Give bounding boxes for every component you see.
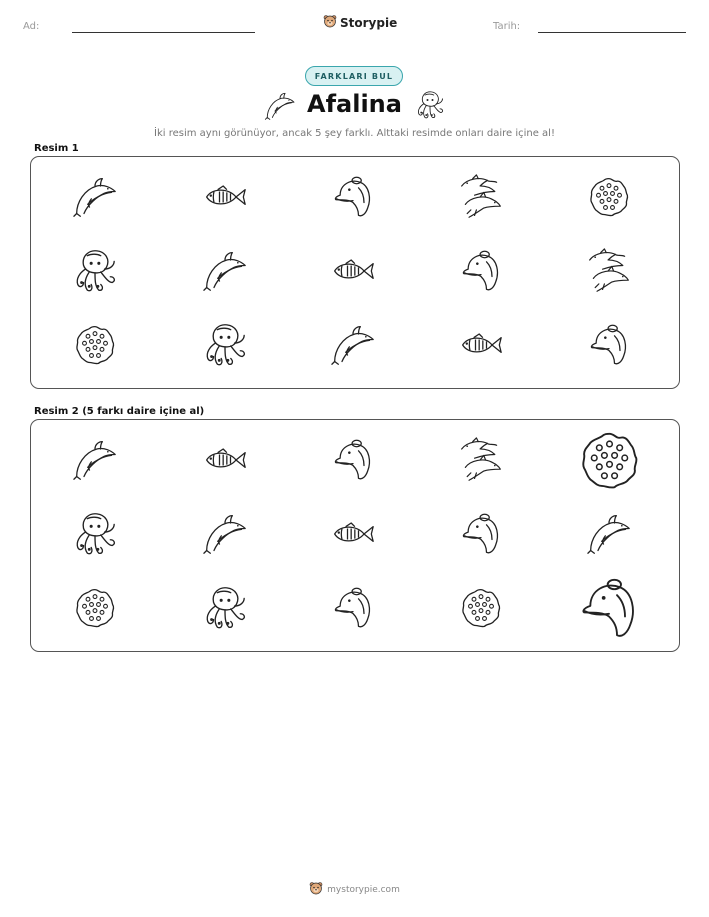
instructions: İki resim aynı görünüyor, ancak 5 şey farklı. Alttaki resimde onları daire içine al! [154,128,555,139]
picture1-cell [305,310,401,380]
picture1-panel [30,156,680,389]
coral-icon [579,430,640,491]
picture2-panel[interactable] [30,419,680,652]
octopus-icon [414,90,446,124]
picture1-cell [177,310,273,380]
fish-icon [331,258,375,284]
date-label: Tarih: [493,21,521,32]
date-field[interactable] [538,32,686,33]
picture2-cell[interactable] [305,499,401,569]
name-field[interactable] [72,32,255,33]
dolphin-head-icon [459,248,503,294]
picture2-cell[interactable] [433,573,529,643]
coral-icon [588,176,630,218]
picture2-cell[interactable] [177,499,273,569]
fish-icon [203,184,247,210]
picture2-label: Resim 2 (5 farkı daire içine al) [34,406,205,417]
picture2-cell[interactable] [561,573,657,643]
fish-icon [203,447,247,473]
coral-icon [74,324,116,366]
picture2-cell[interactable] [177,425,273,495]
picture2-cell[interactable] [47,425,143,495]
picture1-cell [433,310,529,380]
octopus-icon [72,248,118,294]
dolphin-icon [587,513,631,555]
dolphin-head-icon [459,511,503,557]
picture1-cell [561,162,657,232]
coral-icon [74,587,116,629]
picture1-cell [305,236,401,306]
picture1-cell [433,236,529,306]
octopus-icon [202,322,248,368]
picture1-cell [433,162,529,232]
footer-url[interactable]: mystorypie.com [327,884,400,895]
picture2-cell[interactable] [305,425,401,495]
dolphin-head-icon [587,322,631,368]
activity-badge: FARKLARI BUL [305,66,403,86]
dolphin-head-icon [577,575,641,642]
storypie-bear-icon [309,881,323,898]
picture1-cell [177,236,273,306]
dolphin-icon [203,250,247,292]
dolphin-head-icon [331,437,375,483]
footer [0,881,709,898]
fish-icon [331,521,375,547]
dolphin-head-icon [331,585,375,631]
picture1-cell [561,310,657,380]
storypie-bear-icon [323,14,337,31]
octopus-icon [72,511,118,557]
picture2-cell[interactable] [561,425,657,495]
picture1-label: Resim 1 [34,143,79,154]
picture2-cell[interactable] [305,573,401,643]
dolphin-icon [331,324,375,366]
picture2-cell[interactable] [47,573,143,643]
picture2-cell[interactable] [561,499,657,569]
name-label: Ad: [23,21,40,32]
dolphin-pod-icon [458,437,504,483]
brand-logo [323,14,397,31]
fish-icon [459,332,503,358]
picture2-cell[interactable] [177,573,273,643]
picture1-cell [177,162,273,232]
picture1-cell [561,236,657,306]
dolphin-pod-icon [458,174,504,220]
dolphin-icon [203,513,247,555]
picture2-cell[interactable] [47,499,143,569]
dolphin-icon [73,176,117,218]
picture1-cell [47,162,143,232]
dolphin-icon [73,439,117,481]
picture2-cell[interactable] [433,499,529,569]
picture1-cell [305,162,401,232]
dolphin-head-icon [331,174,375,220]
brand-name: Storypie [340,15,398,30]
picture2-cell[interactable] [433,425,529,495]
picture1-cell [47,236,143,306]
dolphin-pod-icon [586,248,632,294]
page-title: Afalina [307,90,402,118]
picture1-cell [47,310,143,380]
coral-icon [460,587,502,629]
octopus-icon [202,585,248,631]
